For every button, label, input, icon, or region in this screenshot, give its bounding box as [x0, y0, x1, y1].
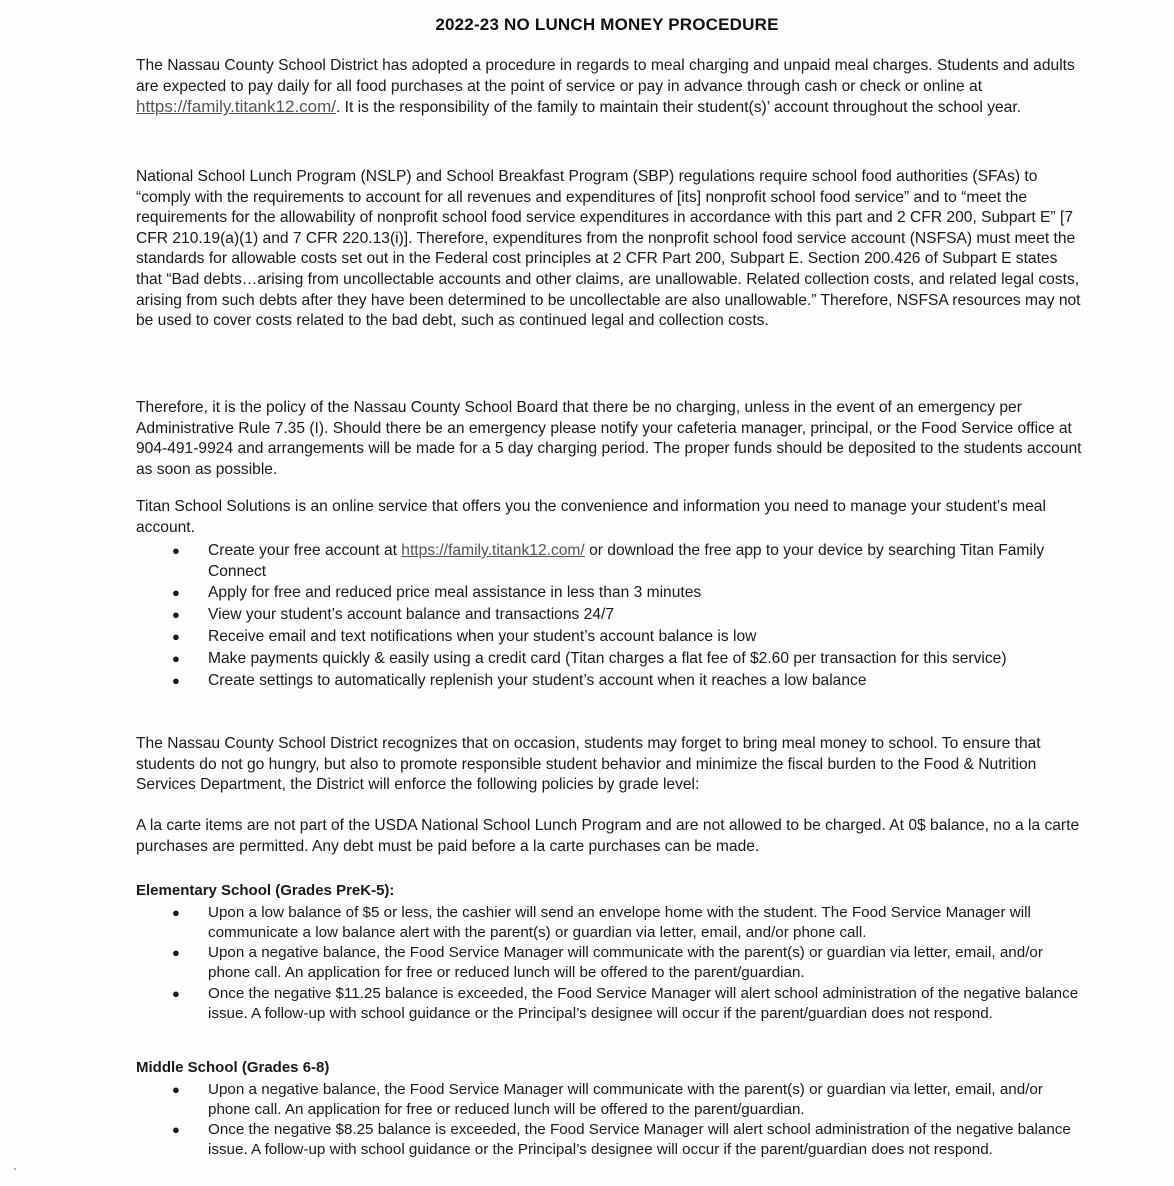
- bullet-icon: ●: [172, 629, 180, 645]
- titan-family-link[interactable]: https://family.titank12.com/: [136, 97, 336, 117]
- document-title: 2022-23 NO LUNCH MONEY PROCEDURE: [435, 15, 779, 34]
- list-item: [136, 649, 1082, 670]
- list-item: [136, 605, 1082, 626]
- bullet-icon: ●: [172, 945, 180, 961]
- list-item: [136, 984, 1082, 1023]
- grade-policy-intro-paragraph: The Nassau County School District recognizes that on occasion, students may forget to bring meal money to school. To ensure that students do not go hungry, but also to promote responsible student behavior and minimize the fiscal burden to the Food & Nutrition Services Department, the District will enforce the following policies by grade level:: [136, 735, 1041, 794]
- list-item: [136, 627, 1082, 648]
- bullet-icon: ●: [172, 585, 180, 601]
- list-item-text: Upon a negative balance, the Food Service Manager will communicate with the parent(s) or guardian via letter, email, and/or phone call. An application for free or reduced lunch will be offered to the parent/guardian.: [208, 944, 1043, 982]
- bullet-icon: ●: [172, 1082, 180, 1097]
- titan-intro-paragraph: Titan School Solutions is an online service that offers you the convenience and information you need to manage your student’s meal account.: [136, 498, 1046, 536]
- elementary-policy-list: [136, 903, 1082, 1024]
- list-item: [136, 671, 1082, 692]
- bullet-icon: ●: [172, 543, 180, 558]
- bullet-icon: ●: [172, 1122, 180, 1138]
- list-item: [136, 943, 1082, 982]
- policy-paragraph: Therefore, it is the policy of the Nassau County School Board that there be no charging, unless in the event of an emergency per Administrative Rule 7.35 (I). Should there be an emergency please notify your cafeteria manager, principal, or the Food Service office at 904-491-9924 and arrangements will be made for a 5 day charging period. The proper funds should be deposited to the students account as soon as possible.: [136, 399, 1082, 478]
- list-item: [136, 1080, 1082, 1119]
- bullet-icon: ●: [172, 905, 180, 920]
- list-item: [136, 903, 1082, 942]
- intro-paragraph: [136, 56, 1082, 119]
- elementary-heading: Elementary School (Grades PreK-5):: [136, 882, 395, 899]
- list-item-text: Create your free account at: [208, 542, 402, 559]
- a-la-carte-paragraph: A la carte items are not part of the USDA National School Lunch Program and are not allowed to be charged. At 0$ balance, no a la carte purchases are permitted. Any debt must be paid before a la carte purchases can be made.: [136, 817, 1080, 855]
- list-item: [136, 583, 1082, 604]
- middle-school-policy-list: [136, 1080, 1082, 1161]
- titan-features-list: [136, 541, 1082, 693]
- bullet-icon: ●: [172, 651, 180, 667]
- bullet-icon: ●: [172, 673, 180, 689]
- list-item: [136, 1120, 1082, 1159]
- titan-family-link-2[interactable]: https://family.titank12.com/: [401, 542, 585, 559]
- list-item-text: Make payments quickly & easily using a credit card (Titan charges a flat fee of $2.60 per transaction for this service): [208, 650, 1007, 668]
- scan-speck: [14, 1168, 16, 1170]
- regulations-paragraph: National School Lunch Program (NSLP) and School Breakfast Program (SBP) regulations require school food authorities (SFAs) to “comply with the requirements to account for all revenues and expenditures of [its] nonprofit school food service” and to “meet the requirements for the allowability of nonprofit school food service expenditures in accordance with this part and 2 CFR 200, Subpart E” [7 CFR 210.19(a)(1) and 7 CFR 220.13(i)]. Therefore, expenditures from the nonprofit school food service account (NSFSA) must meet the standards for allowable costs set out in the Federal cost principles at 2 CFR Part 200, Subpart E. Section 200.426 of Subpart E states that “Bad debts…arising from uncollectable accounts and other claims, are unallowable. Related collection costs, and related legal costs, arising from such debts after they have been determined to be uncollectable are also unallowable.” Therefore, NSFSA resources may not be used to cover costs related to the bad debt, such as continued legal and collection costs.: [136, 168, 1081, 330]
- list-item-text: Once the negative $8.25 balance is exceeded, the Food Service Manager will alert school administration of the negative balance issue. A follow-up with school guidance or the Principal’s designee will occur if the parent/guardian does not respond.: [208, 1121, 1071, 1159]
- bullet-icon: ●: [172, 985, 180, 1001]
- intro-text: The Nassau County School District has adopted a procedure in regards to meal charging and unpaid meal charges. Students and adults are expected to pay daily for all food purchases at the point of service or pay in advance through cash or check or online at: [136, 57, 1075, 95]
- list-item-text: Apply for free and reduced price meal assistance in less than 3 minutes: [208, 584, 702, 602]
- list-item-text: Receive email and text notifications when your student’s account balance is low: [208, 628, 757, 646]
- bullet-icon: ●: [172, 607, 180, 623]
- list-item: [136, 541, 1082, 582]
- list-item-text: Upon a negative balance, the Food Service Manager will communicate with the parent(s) or guardian via letter, email, and/or phone call. An application for free or reduced lunch will be offered to the parent/guardian.: [208, 1081, 1043, 1118]
- middle-school-heading: Middle School (Grades 6-8): [136, 1059, 330, 1076]
- list-item-text: View your student’s account balance and transactions 24/7: [208, 606, 614, 624]
- list-item-text-end: or download the free app to your device by searching Titan Family Connect: [208, 542, 1045, 580]
- list-item-text: Upon a low balance of $5 or less, the cashier will send an envelope home with the student. The Food Service Manager will communicate a low balance alert with the parent(s) or guardian via letter, email, and/or phone call.: [208, 904, 1031, 941]
- intro-text-end: . It is the responsibility of the family to maintain their student(s)’ account throughout the school year.: [335, 99, 1022, 117]
- list-item-text: Once the negative $11.25 balance is exceeded, the Food Service Manager will alert school administration of the negative balance issue. A follow-up with school guidance or the Principal’s designee will occur if the parent/guardian does not respond.: [208, 984, 1079, 1022]
- list-item-text: Create settings to automatically replenish your student’s account when it reaches a low balance: [208, 672, 867, 690]
